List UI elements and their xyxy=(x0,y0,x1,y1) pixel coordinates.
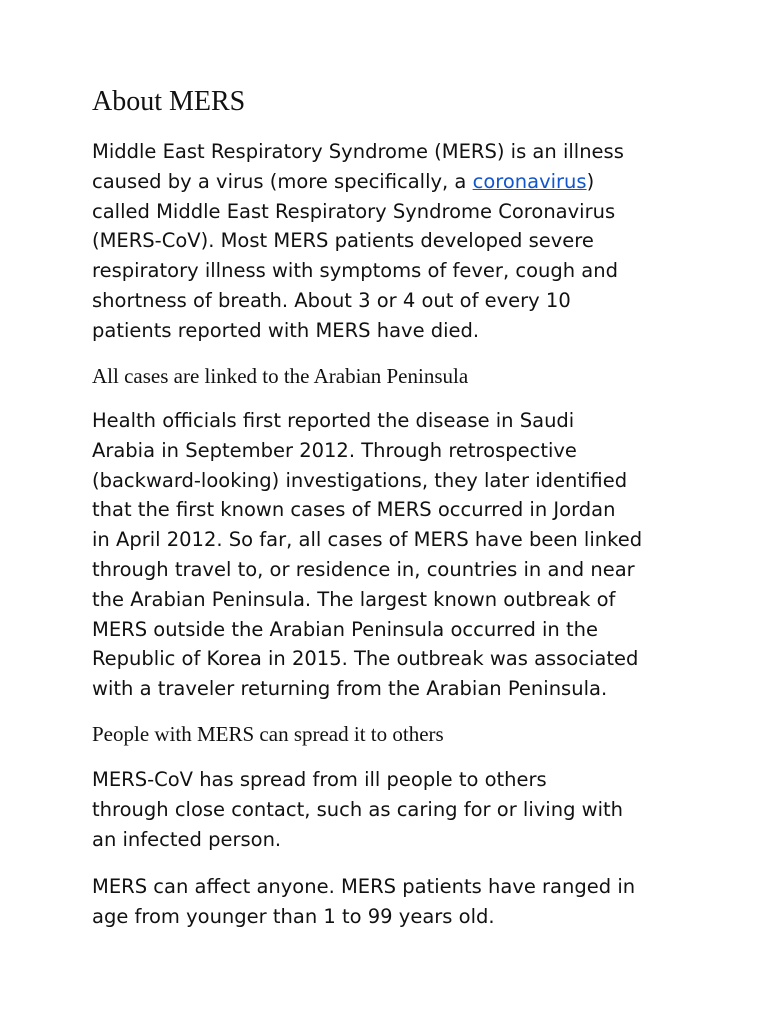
intro-line: called Middle East Respiratory Syndrome Coronavirus xyxy=(92,199,616,223)
section-heading-spread: People with MERS can spread it to others xyxy=(92,722,444,746)
history-line: through travel to, or residence in, countries in and near xyxy=(92,557,635,581)
coronavirus-link[interactable]: coronavirus xyxy=(472,169,587,193)
age-line: age from younger than 1 to 99 years old. xyxy=(92,904,495,928)
intro-line: respiratory illness with symptoms of fever, cough and xyxy=(92,259,618,283)
intro-line-text: caused by a virus (more specifically, a xyxy=(92,169,473,193)
age-line: MERS can affect anyone. MERS patients have ranged in xyxy=(92,875,636,898)
history-line: Republic of Korea in 2015. The outbreak was associated xyxy=(92,647,639,671)
history-paragraph xyxy=(92,406,692,704)
age-paragraph xyxy=(92,872,692,932)
history-line: (backward-looking) investigations, they later identified xyxy=(92,468,628,492)
intro-line xyxy=(92,167,692,197)
history-line: in April 2012. So far, all cases of MERS have been linked xyxy=(92,528,643,552)
history-line: with a traveler returning from the Arabian Peninsula. xyxy=(92,677,608,701)
intro-line: shortness of breath. About 3 or 4 out of every 10 xyxy=(92,288,571,312)
history-line: Arabia in September 2012. Through retrospective xyxy=(92,438,577,462)
history-line: MERS outside the Arabian Peninsula occurred in the xyxy=(92,617,598,641)
spread-paragraph xyxy=(92,765,692,854)
page-title: About MERS xyxy=(92,86,246,117)
history-line: that the first known cases of MERS occurred in Jordan xyxy=(92,498,616,522)
history-line: Health officials first reported the disease in Saudi xyxy=(92,409,575,432)
spread-line: an infected person. xyxy=(92,827,282,851)
intro-line: patients reported with MERS have died. xyxy=(92,318,480,342)
intro-line: (MERS-CoV). Most MERS patients developed severe xyxy=(92,229,594,253)
spread-line: MERS-CoV has spread from ill people to others xyxy=(92,768,547,791)
history-line: the Arabian Peninsula. The largest known outbreak of xyxy=(92,587,616,611)
spread-line: through close contact, such as caring for or living with xyxy=(92,797,624,821)
section-heading-arabian-peninsula: All cases are linked to the Arabian Peninsula xyxy=(92,364,469,388)
intro-line: Middle East Respiratory Syndrome (MERS) is an illness xyxy=(92,140,624,163)
intro-paragraph xyxy=(92,137,692,346)
intro-line-text: ) xyxy=(586,169,595,193)
